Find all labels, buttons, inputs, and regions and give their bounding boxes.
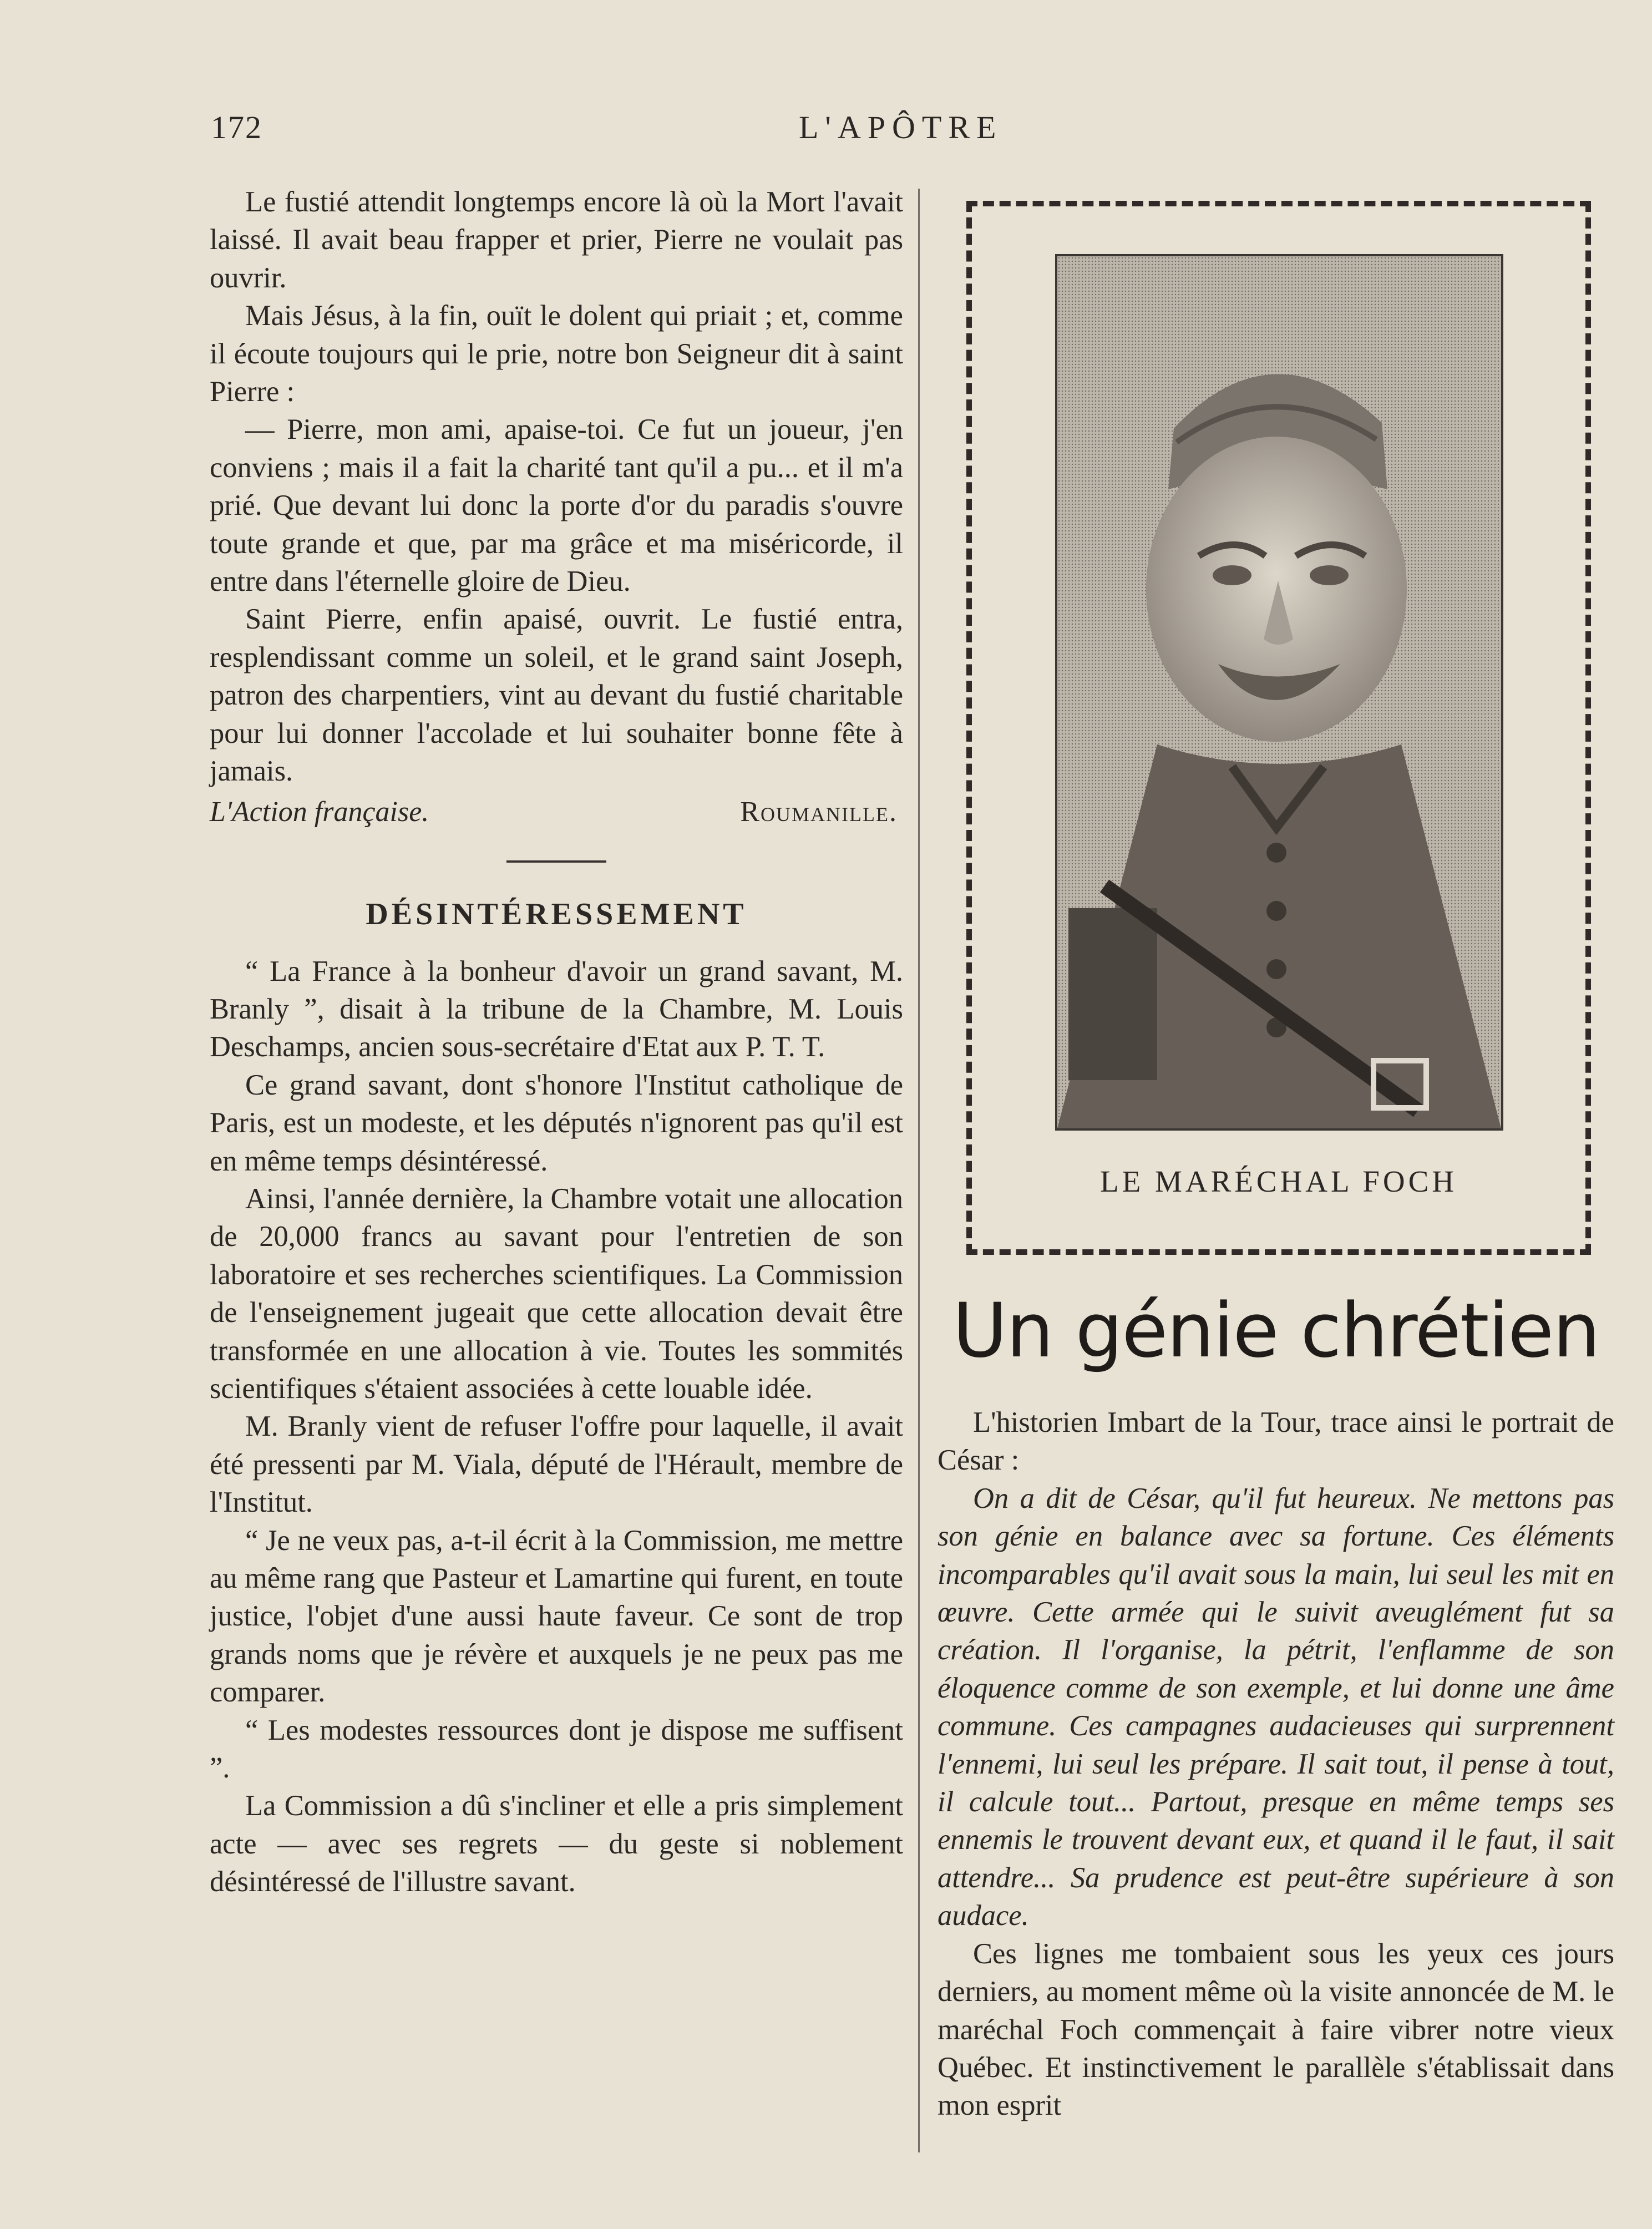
signature-author: Roumanille. xyxy=(740,796,898,828)
intro-paragraph: L'historien Imbart de la Tour, trace ainsi le portrait de César : xyxy=(938,1406,1614,1477)
portrait-image xyxy=(1057,256,1501,1128)
section-paragraph: “ Les modestes ressources dont je dispose me suffisent ”. xyxy=(210,1714,903,1785)
signature-row xyxy=(210,793,903,832)
quoted-paragraph: On a dit de César, qu'il fut heureux. Ne mettons pas son génie en balance avec sa fortune. Ces éléments incomparables qu'il avait sous la main, lui seul les mit en œuvre. Cette armée qui le suivit aveuglément fut sa création. Il l'organise, la pétrit, l'enflamme de son éloquence comme de son exemple, et lui donne une âme commune. Ces campagnes audacieuses qui surprennent l'ennemi, lui seul les prépare. Il sait tout, il pense à tout, il calcule tout... Partout, presque en même temps ses ennemis le trouvent devant eux, et quand il le faut, il sait attendre... Sa prudence est peut-être supérieure à son audace. xyxy=(938,1482,1614,1932)
closing-paragraph: Ces lignes me tombaient sous les yeux ces jours derniers, au moment même où la visite annoncée de M. le maréchal Foch commençait à faire vibrer notre vieux Québec. Et instinctivement le parallèle s'établissait dans mon esprit xyxy=(938,1937,1614,2122)
story-paragraph: Mais Jésus, à la fin, ouït le dolent qui priait ; et, comme il écoute toujours qui le prie, notre bon Seigneur dit à saint Pierre : xyxy=(210,300,903,408)
section-divider-rule xyxy=(506,860,606,863)
story-paragraph: — Pierre, mon ami, apaise-toi. Ce fut un joueur, j'en conviens ; mais il a fait la charité tant qu'il a pu... et il m'a prié. Que devant lui donc la porte d'or du paradis s'ouvre toute grande et que, par ma grâce et ma miséricorde, il entre dans l'éternelle gloire de Dieu. xyxy=(210,413,903,598)
section-paragraph: Ainsi, l'année dernière, la Chambre votait une allocation de 20,000 francs au savant pour l'entretien de son laboratoire et ses recherches scientifiques. La Commission de l'enseignement jugeait que cette allocation devait être transformée en une allocation à vie. Toutes les sommités scientifiques s'étaient associées à cette louable idée. xyxy=(210,1182,903,1405)
story-paragraph: Saint Pierre, enfin apaisé, ouvrit. Le fustié entra, resplendissant comme un soleil, et le grand saint Joseph, patron des charpentiers, vint au devant du fustié charitable pour lui donner l'accolade et lui souhaiter bonne fête à jamais. xyxy=(210,603,903,788)
column-divider xyxy=(918,189,920,2152)
section-paragraph: La Commission a dû s'incliner et elle a pris simplement acte — avec ses regrets — du geste si noblement désintéressé de l'illustre savant. xyxy=(210,1790,903,1898)
signature-source: L'Action française. xyxy=(210,796,429,828)
section-paragraph: Ce grand savant, dont s'honore l'Institut catholique de Paris, est un modeste, et les députés n'ignorent pas qu'il est en même temps désintéressé. xyxy=(210,1068,903,1177)
page-number: 172 xyxy=(211,109,262,145)
section-heading: DÉSINTÉRESSEMENT xyxy=(366,896,747,931)
left-column xyxy=(210,183,903,1901)
story-paragraph: Le fustié attendit longtemps encore là où la Mort l'avait laissé. Il avait beau frapper et prier, Pierre ne voulait pas ouvrir. xyxy=(210,186,903,294)
right-column-text xyxy=(938,1404,1614,2125)
portrait-photo xyxy=(1055,254,1503,1131)
page-header xyxy=(211,109,1043,159)
section-paragraph: M. Branly vient de refuser l'offre pour laquelle, il avait été pressenti par M. Viala, député de l'Hérault, membre de l'Institut. xyxy=(210,1410,903,1519)
running-title: L'APÔTRE xyxy=(799,109,1003,145)
article-title: Un génie chrétien xyxy=(952,1287,1599,1374)
photo-caption: LE MARÉCHAL FOCH xyxy=(1100,1164,1457,1198)
section-paragraph: “ La France à la bonheur d'avoir un grand savant, M. Branly ”, disait à la tribune de la Chambre, M. Louis Deschamps, ancien sous-secrétaire d'Etat aux P. T. T. xyxy=(210,955,903,1063)
section-paragraph: “ Je ne veux pas, a-t-il écrit à la Commission, me mettre au même rang que Pasteur et Lamartine qui furent, en toute justice, l'objet d'une aussi haute faveur. Ce sont de trop grands noms que je révère et auxquels je ne peux pas me comparer. xyxy=(210,1524,903,1709)
